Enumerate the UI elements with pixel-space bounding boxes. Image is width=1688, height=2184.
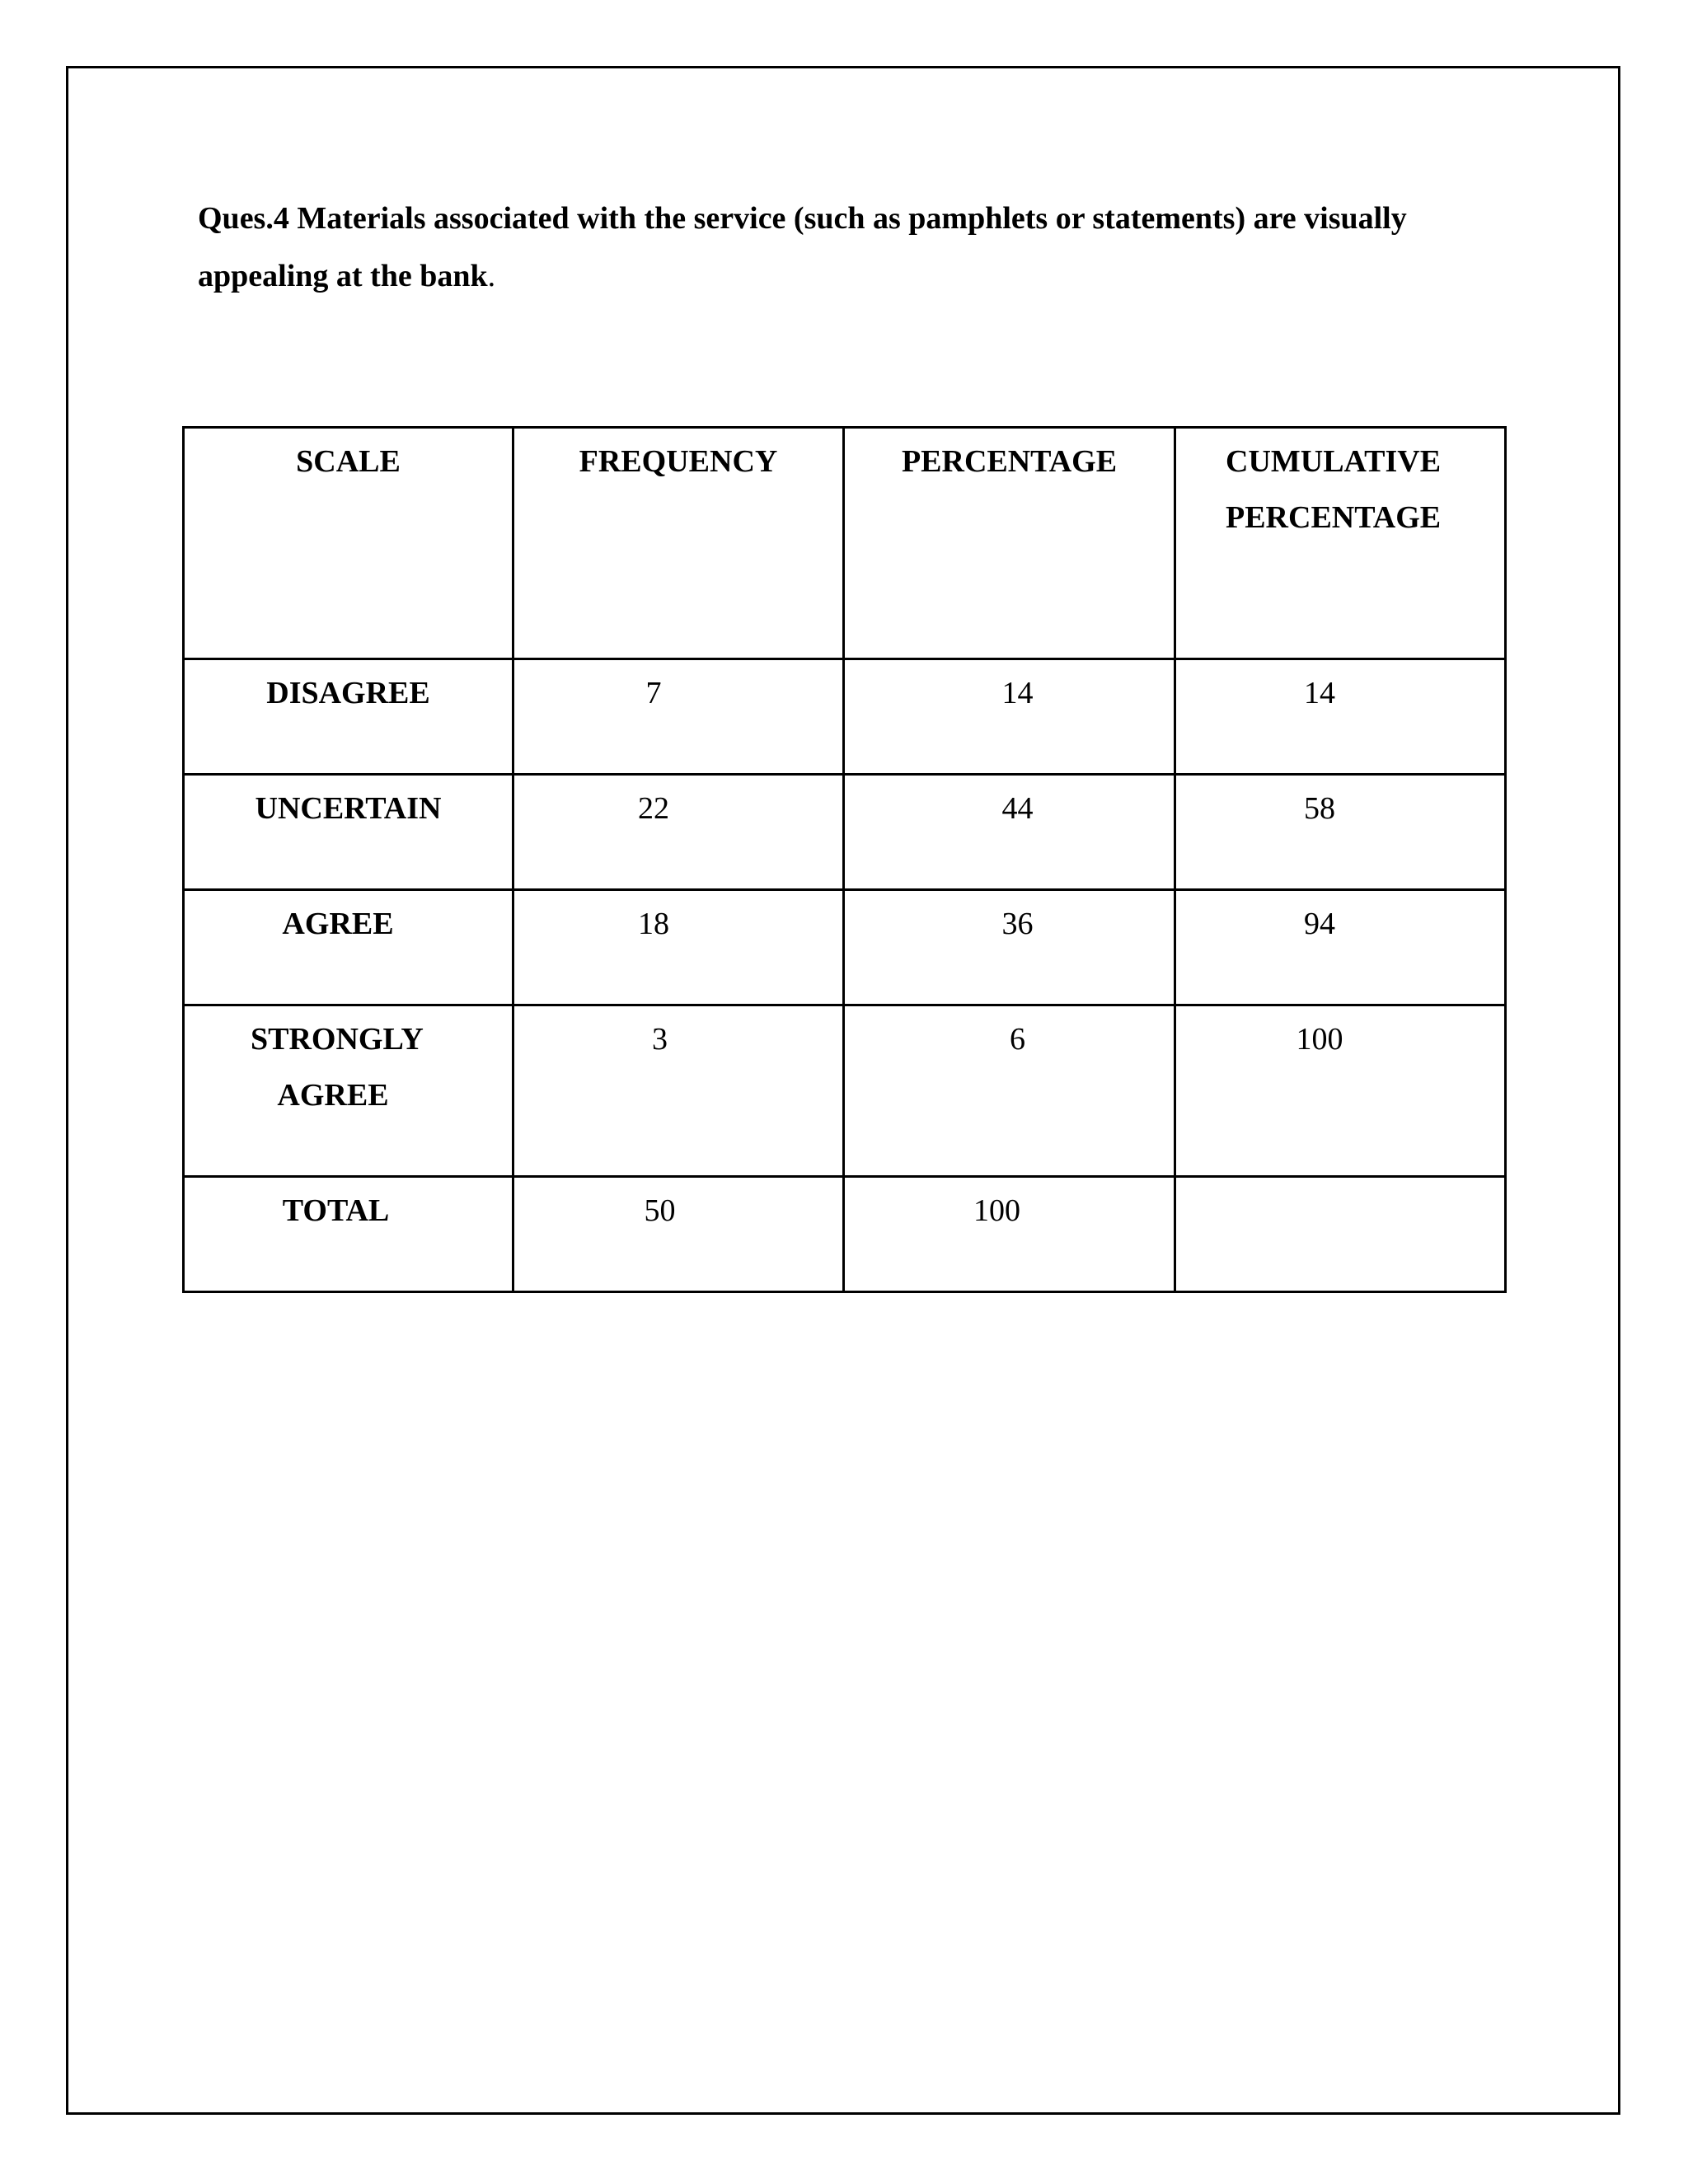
scale-cell: DISAGREE [184, 659, 513, 775]
frequency-cell: 3 [513, 1005, 844, 1177]
cumulative-cell: 58 [1175, 775, 1506, 890]
percentage-cell: 44 [844, 775, 1175, 890]
question-period: . [487, 259, 496, 293]
header-cumulative-percentage: CUMULATIVE PERCENTAGE [1175, 428, 1506, 659]
cumulative-cell: 94 [1175, 890, 1506, 1005]
frequency-table [182, 426, 1507, 1293]
cumulative-cell: 100 [1175, 1005, 1506, 1177]
table-row [184, 775, 1506, 890]
table-row [184, 659, 1506, 775]
frequency-cell: 18 [513, 890, 844, 1005]
percentage-cell: 14 [844, 659, 1175, 775]
header-percentage: PERCENTAGE [844, 428, 1175, 659]
percentage-cell: 100 [844, 1177, 1175, 1292]
scale-cell: TOTAL [184, 1177, 513, 1292]
percentage-cell: 36 [844, 890, 1175, 1005]
table-row [184, 1177, 1506, 1292]
frequency-cell: 7 [513, 659, 844, 775]
table-row [184, 890, 1506, 1005]
frequency-cell: 50 [513, 1177, 844, 1292]
table-row [184, 1005, 1506, 1177]
question-text [198, 190, 1533, 305]
percentage-cell: 6 [844, 1005, 1175, 1177]
question-body: Materials associated with the service (such as pamphlets or statements) are visually appealing at the bank [198, 201, 1407, 293]
table-header-row [184, 428, 1506, 659]
frequency-cell: 22 [513, 775, 844, 890]
header-frequency: FREQUENCY [513, 428, 844, 659]
cumulative-cell: 14 [1175, 659, 1506, 775]
scale-cell: AGREE [184, 890, 513, 1005]
scale-cell: UNCERTAIN [184, 775, 513, 890]
cumulative-cell [1175, 1177, 1506, 1292]
header-scale: SCALE [184, 428, 513, 659]
scale-cell: STRONGLY AGREE [184, 1005, 513, 1177]
question-number: Ques.4 [198, 201, 289, 236]
